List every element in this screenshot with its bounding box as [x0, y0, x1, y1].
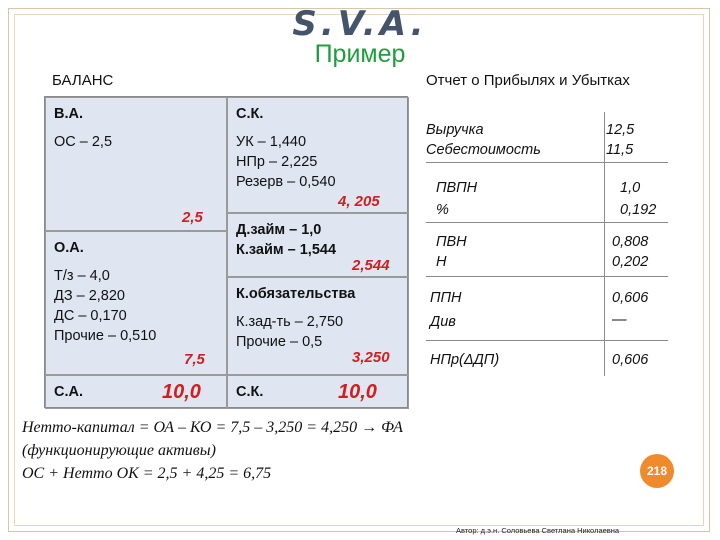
- sk-grand-total: 10,0: [338, 381, 377, 403]
- loan-line: К.займ – 1,544: [236, 242, 337, 258]
- oa-line: Прочие – 0,510: [54, 328, 157, 344]
- note-line: (функционирующие активы): [22, 442, 216, 459]
- report-row: [426, 232, 668, 277]
- report-row: [426, 120, 668, 163]
- ko-line: Прочие – 0,5: [236, 334, 323, 350]
- sa-title: С.А.: [54, 384, 83, 400]
- notes-block: [22, 416, 403, 485]
- ko-title: К.обязательства: [236, 286, 356, 302]
- report-right: 0,808: [612, 234, 649, 250]
- loans-total: 2,544: [352, 257, 390, 274]
- va-title: В.А.: [54, 106, 83, 122]
- ko-line: К.зад-ть – 2,750: [236, 314, 344, 330]
- oa-line: Т/з – 4,0: [54, 268, 110, 284]
- oa-line: ДЗ – 2,820: [54, 288, 125, 304]
- sk-line: УК – 1,440: [236, 134, 307, 150]
- report-right: 0,202: [612, 254, 649, 270]
- report-left: Див: [430, 314, 456, 330]
- report-left: Себестоимость: [426, 142, 541, 158]
- oa-total: 7,5: [184, 351, 205, 368]
- report-row: [426, 288, 668, 341]
- report-right: 0,606: [612, 352, 649, 368]
- author-credit: Автор: д.э.н. Соловьева Светлана Николаевна: [456, 526, 620, 535]
- report-right: 11,5: [606, 142, 634, 158]
- loan-line: Д.займ – 1,0: [236, 222, 322, 238]
- sk-total: 4, 205: [338, 193, 380, 210]
- oa-title: О.А.: [54, 240, 84, 256]
- report-left: ПВН: [436, 234, 467, 250]
- report-right: —: [612, 312, 627, 328]
- cell-sk-total: [227, 375, 409, 409]
- page-number-badge: 218: [640, 454, 674, 488]
- va-line: ОС – 2,5: [54, 134, 113, 150]
- sk-line: Резерв – 0,540: [236, 174, 336, 190]
- sa-total: 10,0: [162, 381, 201, 403]
- cell-ko: [227, 277, 409, 375]
- oa-line: ДС – 0,170: [54, 308, 127, 324]
- report-row: [426, 178, 668, 223]
- cell-va: [45, 97, 227, 231]
- report-label: Отчет о Прибылях и Убытках: [426, 72, 630, 89]
- report-left: Н: [436, 254, 447, 270]
- sk-title: С.К.: [236, 106, 264, 122]
- report-right: 0,192: [620, 202, 657, 218]
- report-right: 1,0: [620, 180, 641, 196]
- cell-loans: [227, 213, 409, 277]
- note-line: Нетто-капитал = ОА – КО = 7,5 – 3,250 = 4,250 → ФА: [22, 419, 403, 436]
- cell-sk: [227, 97, 409, 213]
- balance-table: [44, 96, 408, 408]
- report-left: НПр(ΔДП): [430, 352, 500, 368]
- balance-label: БАЛАНС: [52, 72, 114, 89]
- report-right: 12,5: [606, 122, 635, 138]
- sk-total-title: С.К.: [236, 384, 264, 400]
- sk-line: НПр – 2,225: [236, 154, 318, 170]
- report-left: ППН: [430, 290, 462, 306]
- report-row: [426, 348, 668, 376]
- ko-total: 3,250: [352, 349, 390, 366]
- note-line: ОС + Нетто ОК = 2,5 + 4,25 = 6,75: [22, 465, 272, 482]
- report-left: %: [436, 202, 449, 218]
- va-total: 2,5: [182, 209, 203, 226]
- report-right: 0,606: [612, 290, 649, 306]
- cell-sa-total: [45, 375, 227, 409]
- slide-subtitle: Пример: [314, 40, 406, 68]
- slide-title: S.V.A.: [292, 4, 428, 44]
- report-left: ПВПН: [436, 180, 478, 196]
- cell-oa: [45, 231, 227, 375]
- report-left: Выручка: [426, 122, 484, 138]
